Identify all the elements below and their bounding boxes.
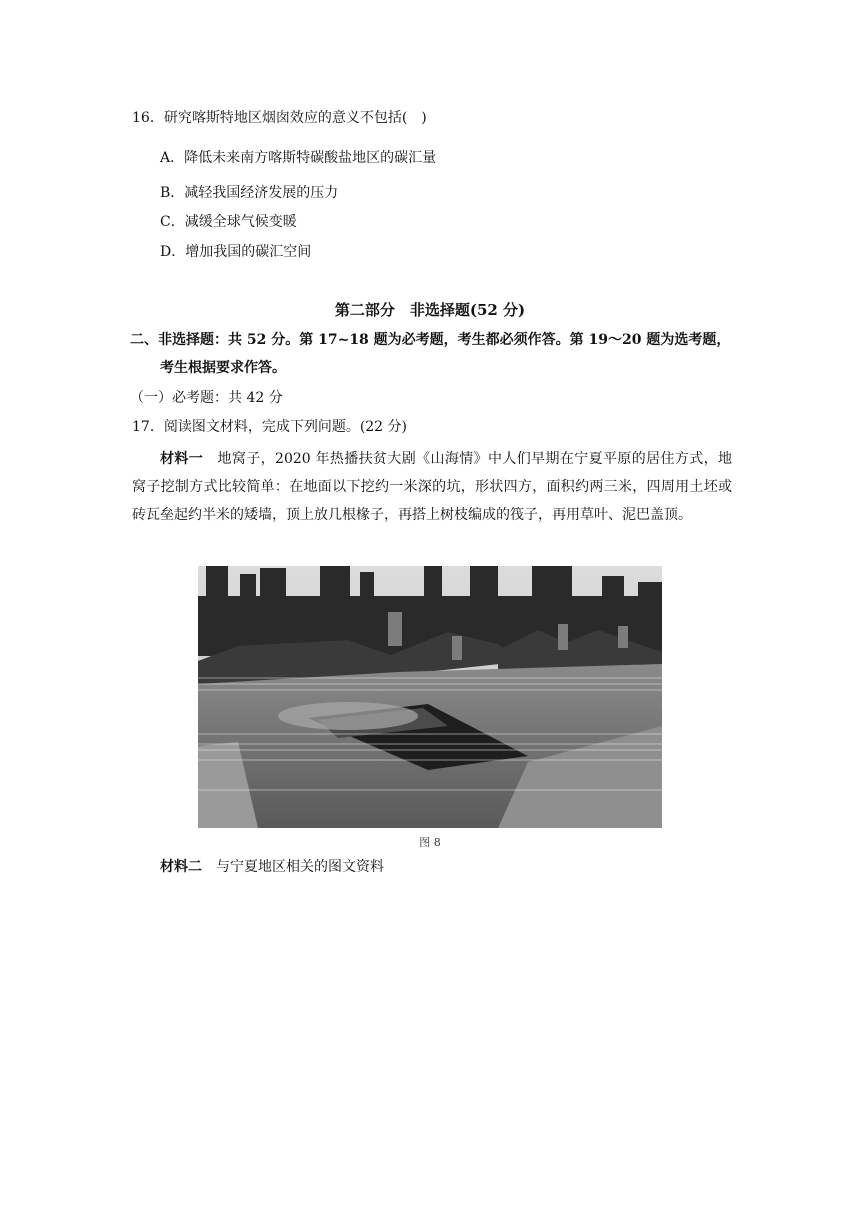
question-17-stem: 17．阅读图文材料，完成下列问题。(22 分) <box>132 419 408 435</box>
question-16-stem: 16．研究喀斯特地区烟囱效应的意义不包括( ) <box>132 110 427 126</box>
part-two-instruction-line2: 考生根据要求作答。 <box>160 360 286 376</box>
question-16-option-c: C．减缓全球气候变暖 <box>160 214 297 230</box>
material-two-label: 材料二 <box>160 859 202 875</box>
part-two-instruction-line1: 二、非选择题：共 52 分。第 17~18 题为必考题，考生都必须作答。第 19～20 题为选考题， <box>130 332 731 348</box>
material-one-paragraph <box>132 445 732 529</box>
material-one-text: 地窝子，2020 年热播扶贫大剧《山海情》中人们早期在宁夏平原的居住方式，地窝子挖制方式比较简单：在地面以下挖约一米深的坑，形状四方，面积约两三米，四周用土坯或砖瓦垒起约半米的矮墙，顶上放几根椽子，再搭上树枝编成的筏子，再用草叶、泥巴盖顶。 <box>132 451 733 523</box>
material-one-label: 材料一 <box>160 451 204 467</box>
question-16-option-d: D．增加我国的碳汇空间 <box>160 244 312 260</box>
dugout-photo <box>198 566 662 828</box>
figure-caption: 图 8 <box>419 836 441 849</box>
required-section-heading: （一）必考题：共 42 分 <box>130 390 283 406</box>
question-16-option-a: A．降低未来南方喀斯特碳酸盐地区的碳汇量 <box>160 150 437 166</box>
question-16-option-b: B．减轻我国经济发展的压力 <box>160 185 339 201</box>
part-two-title: 第二部分 非选择题(52 分) <box>334 301 526 319</box>
material-two-text: 与宁夏地区相关的图文资料 <box>216 859 384 875</box>
material-two-line <box>160 857 384 877</box>
